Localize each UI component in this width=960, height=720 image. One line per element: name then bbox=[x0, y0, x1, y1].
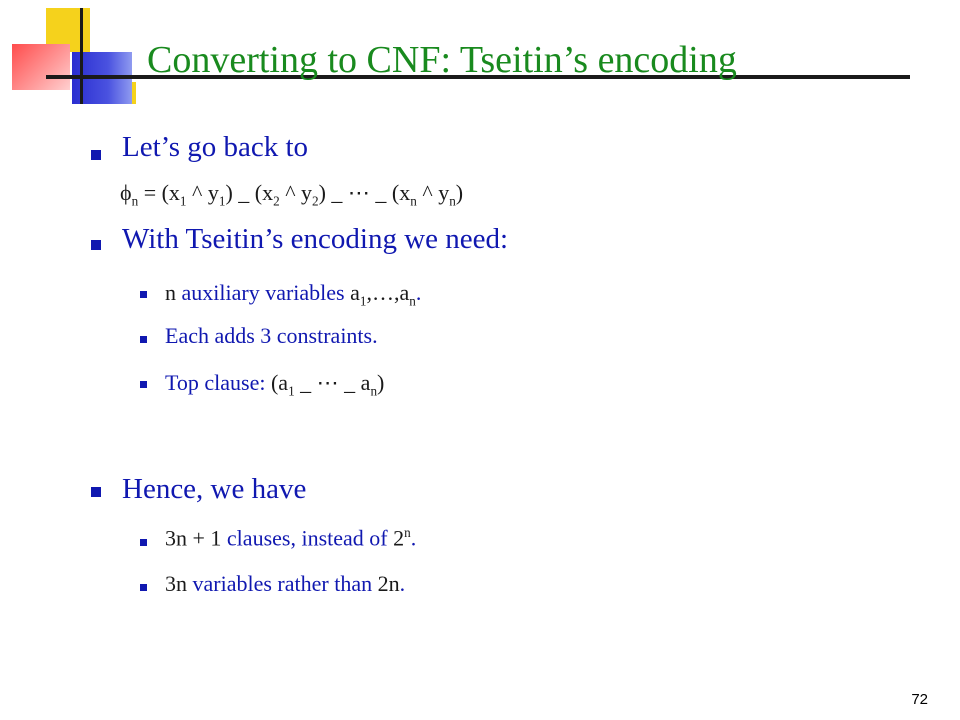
bullet-tseitin: With Tseitin’s encoding we need: bbox=[122, 223, 509, 255]
sub-bullet-marker bbox=[140, 336, 147, 343]
sub-bullet-clauses: 3n + 1 clauses, instead of 2$^n$. bbox=[165, 525, 417, 551]
sub-bullet-aux: n auxiliary variables $a_1,\dots,a_n$. bbox=[165, 280, 422, 309]
sub-bullet-each: Each adds 3 constraints. bbox=[165, 323, 378, 348]
sub-bullet-marker bbox=[140, 539, 147, 546]
bullet-marker bbox=[91, 487, 101, 497]
phi-symbol: ϕ bbox=[120, 180, 132, 205]
sub-bullet-marker bbox=[140, 291, 147, 298]
page-number: 72 bbox=[911, 691, 928, 708]
deco-vertical-line bbox=[80, 8, 83, 104]
bullet-marker bbox=[91, 240, 101, 250]
slide-title: Converting to CNF: Tseitin’s encoding bbox=[147, 39, 737, 81]
bullet-hence: Hence, we have bbox=[122, 473, 307, 505]
formula-phi-n: $\phi_n = (x_1$ ^ $y_1$) _ ($x_2$ ^ $y_2$) _ ⋯ _ ($x_n$ ^ $y_n$) bbox=[120, 180, 464, 209]
sub-bullet-vars: 3n variables rather than 2n. bbox=[165, 571, 406, 596]
bullet-go-back: Let’s go back to bbox=[122, 131, 309, 163]
sub-bullet-marker bbox=[140, 584, 147, 591]
sub-bullet-top: Top clause: ($a_1$ _ ⋯ _ $a_n$) bbox=[165, 370, 385, 399]
deco-red-square bbox=[12, 44, 70, 90]
bullet-marker bbox=[91, 150, 101, 160]
sub-bullet-marker bbox=[140, 381, 147, 388]
